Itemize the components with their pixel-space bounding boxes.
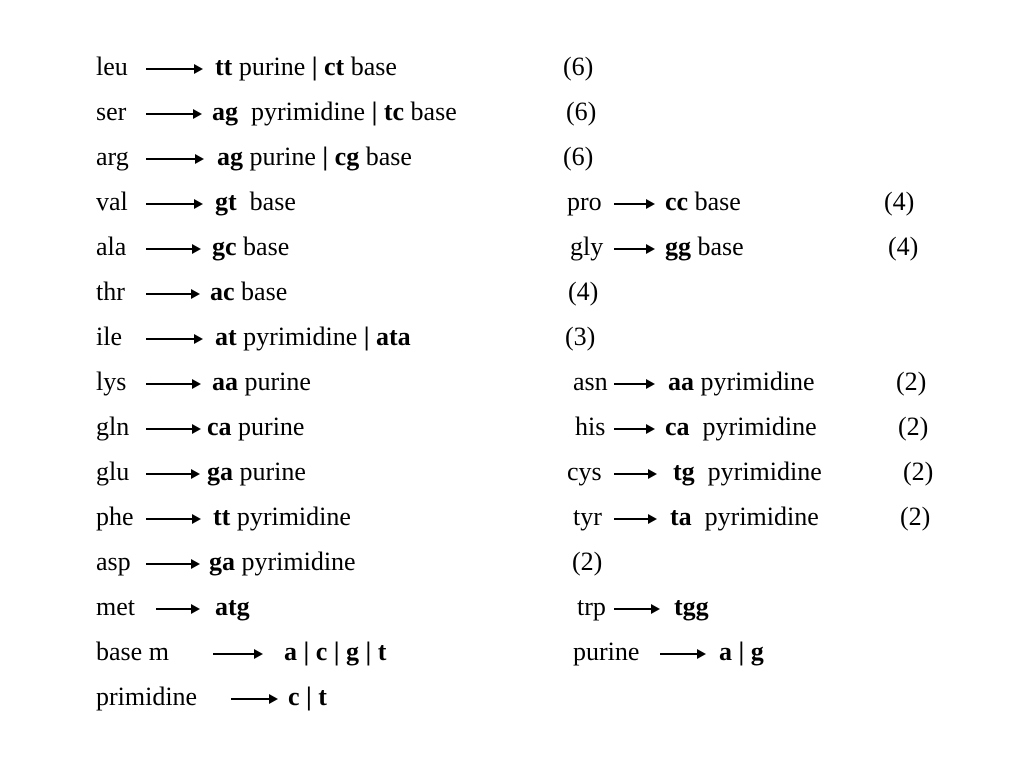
codon-token: cc: [665, 187, 689, 216]
arrow-icon: [614, 203, 648, 205]
rule-lhs: val: [96, 187, 128, 216]
rule-rhs: [213, 502, 351, 532]
rule-lhs: gly: [570, 232, 604, 261]
rule-rhs: [284, 637, 386, 667]
rule-lhs: pro: [567, 187, 602, 216]
arrow-icon: [146, 518, 194, 520]
rule-rhs: [670, 502, 819, 532]
rule-text: purine: [233, 457, 306, 486]
rule-text: pyrimidine: [694, 367, 815, 396]
arrow-icon: [146, 293, 193, 295]
rule-rhs: [665, 232, 744, 262]
rule-rhs: [215, 322, 411, 352]
rule-rhs: [217, 142, 412, 172]
rule-text: pyrimidine: [694, 457, 822, 486]
codon-count: (2): [900, 502, 931, 531]
codon-count: (6): [563, 142, 594, 171]
arrow-icon: [614, 518, 650, 520]
codon-token: ag: [217, 142, 243, 171]
rule-lhs: asp: [96, 547, 131, 576]
rule-lhs: purine: [573, 637, 640, 666]
rule-text: pyrimidine: [238, 97, 372, 126]
rule-rhs: [209, 547, 356, 577]
codon-token: tt: [213, 502, 231, 531]
arrow-icon: [231, 698, 271, 700]
rule-lhs: primidine: [96, 682, 198, 711]
rule-text: base: [359, 142, 412, 171]
codon-token: tt: [215, 52, 233, 81]
rule-text: base: [688, 187, 741, 216]
rule-rhs: [215, 592, 250, 622]
rule-rhs: [212, 97, 457, 127]
rule-lhs: asn: [573, 367, 608, 396]
codon-count: (4): [888, 232, 919, 261]
codon-token: |: [311, 52, 318, 81]
codon-token: aa: [668, 367, 694, 396]
arrow-icon: [146, 428, 194, 430]
rule-rhs: [288, 682, 327, 712]
codon-token: ga: [209, 547, 235, 576]
rule-text: base: [344, 52, 397, 81]
codon-count: (2): [898, 412, 929, 441]
codon-count: (2): [896, 367, 927, 396]
codon-count: (2): [903, 457, 934, 486]
arrow-icon: [146, 203, 196, 205]
rule-rhs: [212, 232, 289, 262]
codon-token: tg: [673, 457, 695, 486]
codon-token: gt: [215, 187, 237, 216]
codon-token: ta: [670, 502, 692, 531]
rule-text: base: [404, 97, 457, 126]
codon-token: |: [363, 322, 370, 351]
rule-rhs: [215, 52, 397, 82]
rule-rhs: [719, 637, 764, 667]
rule-rhs: [674, 592, 709, 622]
codon-token: at: [215, 322, 237, 351]
rule-lhs: trp: [577, 592, 606, 621]
arrow-icon: [146, 563, 193, 565]
codon-token: ct: [323, 52, 345, 81]
rule-lhs: tyr: [573, 502, 602, 531]
codon-token: cg: [334, 142, 360, 171]
codon-count: (6): [566, 97, 597, 126]
codon-token: aa: [212, 367, 238, 396]
rule-text: pyrimidine: [689, 412, 817, 441]
rule-lhs: leu: [96, 52, 128, 81]
rule-text: base: [236, 232, 290, 261]
arrow-icon: [146, 383, 194, 385]
rule-text: purine: [231, 412, 305, 441]
rule-text: base: [691, 232, 744, 261]
codon-token: |: [322, 142, 329, 171]
arrow-icon: [146, 158, 197, 160]
rule-text: purine: [243, 142, 323, 171]
rule-lhs: cys: [567, 457, 602, 486]
rule-lhs: met: [96, 592, 135, 621]
rule-text: purine: [238, 367, 311, 396]
codon-count: (4): [568, 277, 599, 306]
arrow-icon: [614, 428, 648, 430]
rule-rhs: [207, 457, 306, 487]
rule-text: base: [236, 187, 296, 216]
codon-token: ca: [665, 412, 690, 441]
rule-lhs: arg: [96, 142, 129, 171]
rule-lhs: ser: [96, 97, 127, 126]
rule-lhs: thr: [96, 277, 125, 306]
rule-rhs: [210, 277, 287, 307]
arrow-icon: [614, 383, 648, 385]
codon-count: (3): [565, 322, 596, 351]
codon-token: ag: [212, 97, 238, 126]
rule-lhs: ala: [96, 232, 127, 261]
rule-lhs: phe: [96, 502, 134, 531]
rule-text: pyrimidine: [236, 322, 364, 351]
arrow-icon: [614, 473, 650, 475]
arrow-icon: [146, 248, 194, 250]
rule-rhs: [212, 367, 311, 397]
rule-rhs: [665, 412, 817, 442]
arrow-icon: [213, 653, 256, 655]
codon-token: a | c | g | t: [284, 637, 387, 666]
codon-token: ca: [207, 412, 232, 441]
rule-text: pyrimidine: [230, 502, 351, 531]
codon-token: atg: [215, 592, 250, 621]
rule-lhs: lys: [96, 367, 127, 396]
rule-rhs: [673, 457, 822, 487]
rule-lhs: his: [575, 412, 606, 441]
rule-lhs: ile: [96, 322, 122, 351]
codon-token: a | g: [719, 637, 764, 666]
rule-rhs: [207, 412, 304, 442]
codon-count: (6): [563, 52, 594, 81]
arrow-icon: [614, 608, 653, 610]
rule-lhs: gln: [96, 412, 130, 441]
rule-text: pyrimidine: [235, 547, 356, 576]
rule-rhs: [668, 367, 815, 397]
codon-token: ata: [376, 322, 411, 351]
arrow-icon: [146, 473, 193, 475]
rule-rhs: [215, 187, 296, 217]
arrow-icon: [156, 608, 193, 610]
rule-lhs: base m: [96, 637, 169, 666]
codon-token: ac: [210, 277, 235, 306]
rule-text: pyrimidine: [691, 502, 819, 531]
codon-token: gg: [665, 232, 691, 261]
codon-count: (4): [884, 187, 915, 216]
codon-token: tc: [383, 97, 405, 126]
arrow-icon: [146, 113, 195, 115]
codon-token: c | t: [288, 682, 327, 711]
rule-text: purine: [232, 52, 312, 81]
rule-rhs: [665, 187, 741, 217]
arrow-icon: [146, 338, 196, 340]
arrow-icon: [146, 68, 196, 70]
rule-text: base: [234, 277, 288, 306]
rule-lhs: glu: [96, 457, 130, 486]
arrow-icon: [614, 248, 648, 250]
arrow-icon: [660, 653, 699, 655]
codon-token: tgg: [674, 592, 709, 621]
codon-token: ga: [207, 457, 233, 486]
codon-count: (2): [572, 547, 603, 576]
codon-token: gc: [212, 232, 237, 261]
codon-token: |: [371, 97, 378, 126]
